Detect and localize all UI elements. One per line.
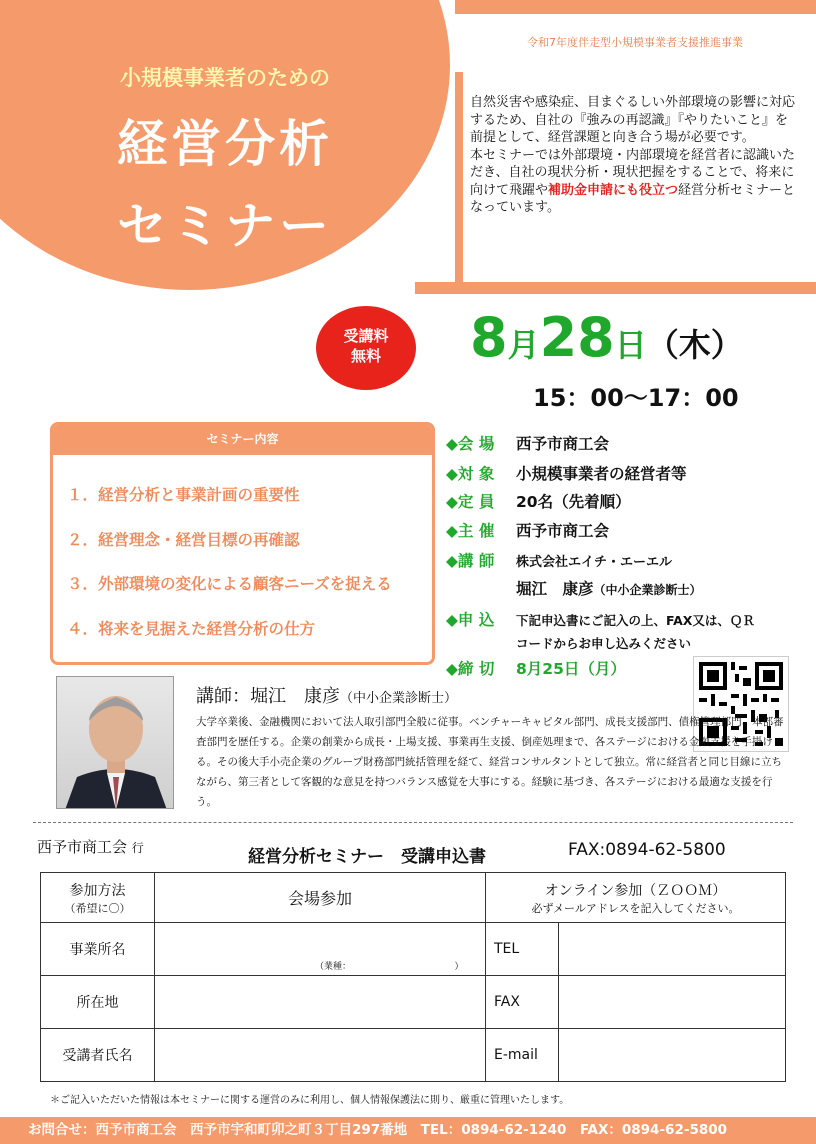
info-venue — [446, 432, 609, 454]
method-label: 参加方法 — [69, 882, 126, 899]
lecturer-heading — [196, 682, 457, 708]
email-label-cell — [486, 1029, 559, 1082]
online-note: 必ずメールアドレスを記入してください。 — [531, 901, 740, 915]
page-subtitle: 小規模事業者のための — [120, 66, 330, 90]
intro-highlight: 補助金申請にも役立つ — [548, 182, 679, 198]
recipient-suffix: 行 — [131, 841, 144, 855]
email-label: E-mail — [494, 1047, 538, 1063]
info-lecturer-name — [516, 577, 702, 599]
date-day: 28 — [539, 306, 615, 369]
info-key: ◆講 師 — [446, 552, 495, 570]
page-title-line1: 経営分析 — [117, 115, 333, 173]
info-apply-line2: コードからお申し込みください — [516, 636, 692, 651]
name-label: 受講者氏名 — [62, 1048, 133, 1064]
method-label-cell — [41, 873, 155, 923]
date-day-unit: 日 — [614, 326, 647, 364]
method-hint: （希望に〇） — [64, 901, 131, 915]
tel-label-cell — [486, 923, 559, 976]
lecturer-photo — [56, 676, 174, 809]
industry-hint: （業種： ） — [315, 962, 464, 972]
info-value-qual: （中小企業診断士） — [593, 583, 702, 597]
name-label-cell — [41, 1029, 155, 1082]
fax-field[interactable] — [559, 976, 786, 1029]
contents-item: ２．経営理念・経営目標の再確認 — [67, 531, 300, 549]
intro-paragraph-2-end: 経営分析セミナーとなっています。 — [470, 182, 796, 215]
form-recipient — [37, 836, 144, 857]
info-value: 小規模事業者の経営者等 — [516, 465, 687, 483]
info-apply — [446, 608, 755, 630]
address-label-cell — [41, 976, 155, 1029]
info-lecturer — [446, 549, 672, 571]
contents-item: ３．外部環境の変化による顧客ニーズを捉える — [67, 575, 392, 593]
application-form — [40, 872, 786, 1082]
business-label-cell — [41, 923, 155, 976]
tel-field[interactable] — [559, 923, 786, 976]
tel-label: TEL — [494, 941, 520, 957]
fee-value: 無料 — [350, 347, 381, 365]
intro-text — [470, 94, 800, 217]
intro-accent-line — [455, 72, 463, 282]
lecturer-portrait-icon — [57, 677, 174, 809]
info-capacity — [446, 490, 631, 512]
business-name-field[interactable] — [155, 923, 486, 976]
info-target — [446, 462, 687, 484]
recipient-name: 西予市商工会 — [37, 838, 128, 856]
intro-paragraph-1: 自然災害や感染症、目まぐるしい外部環境の影響に対応するため、自社の『強みの再認識』『やりたいこと』を前提として、経営課題と向き合う場が必要です。 — [470, 95, 796, 145]
seminar-contents-box — [50, 422, 435, 665]
fee-label: 受講料 — [343, 327, 389, 345]
email-field[interactable] — [559, 1029, 786, 1082]
fax-label-cell — [486, 976, 559, 1029]
event-date — [470, 306, 743, 369]
contents-item: ４．将来を見据えた経営分析の仕方 — [67, 620, 316, 638]
info-key: ◆定 員 — [446, 493, 495, 511]
info-key: ◆主 催 — [446, 522, 495, 540]
subsidy-program: 令和7年度伴走型小規模事業者支援推進事業 — [527, 36, 743, 49]
event-time: 15：00～17：00 — [533, 384, 739, 412]
attendee-name-field[interactable] — [155, 1029, 486, 1082]
info-value: 西予市商工会 — [516, 435, 610, 453]
info-key: ◆対 象 — [446, 465, 495, 483]
lecturer-qualification: （中小企業診断士） — [340, 691, 458, 706]
cut-line — [33, 822, 793, 823]
lecturer-name: 講師：堀江 康彦 — [196, 686, 340, 707]
info-host — [446, 519, 609, 541]
contents-heading: セミナー内容 — [53, 425, 432, 455]
info-value: 株式会社エイチ・エーエル — [516, 555, 673, 570]
free-fee-badge — [316, 306, 416, 390]
address-field[interactable] — [155, 976, 486, 1029]
form-fax-number: FAX:0894-62-5800 — [568, 840, 726, 860]
contents-item: １．経営分析と事業計画の重要性 — [67, 486, 300, 504]
address-label: 所在地 — [76, 995, 119, 1011]
date-weekday: （木） — [646, 326, 743, 364]
fax-label: FAX — [494, 994, 520, 1010]
info-value: 20名（先着順） — [516, 493, 631, 511]
info-key: ◆申 込 — [446, 611, 495, 629]
online-option: オンライン参加（ＺＯＯＭ） — [544, 882, 727, 899]
date-month: 8 — [470, 306, 508, 369]
date-month-unit: 月 — [507, 326, 540, 364]
info-value: 下記申込書にご記入の上、FAX又は、ＱＲ — [516, 613, 755, 628]
online-option-cell[interactable] — [486, 873, 786, 923]
venue-option-cell[interactable] — [155, 873, 486, 923]
info-value: 8月25日（月） — [516, 660, 626, 678]
info-value: 西予市商工会 — [516, 522, 610, 540]
privacy-notice: ＊ご記入いただいた情報は本セミナーに関する運営のみに利用し、個人情報保護法に則り、厳重に管理いたします。 — [50, 1095, 570, 1106]
business-label: 事業所名 — [69, 942, 126, 958]
info-deadline — [446, 657, 626, 679]
info-value: 堀江 康彦 — [516, 580, 594, 598]
top-accent-bar — [455, 0, 816, 14]
venue-option: 会場参加 — [287, 889, 352, 908]
intro-paragraph-2: 本セミナーでは外部環境・内部環境を経営者に認識いただき、自社の現状分析・現状把握をすることで、将来に向けて飛躍や — [470, 147, 796, 198]
page-title-line2: セミナー — [117, 197, 333, 255]
info-key: ◆締 切 — [446, 660, 495, 678]
contact-footer: お問合せ：西予市商工会 西予市宇和町卯之町３丁目297番地 TEL：0894-62-1240 FAX：0894-62-5800 — [0, 1117, 816, 1144]
info-key: ◆会 場 — [446, 435, 495, 453]
lecturer-bio: 大学卒業後、金融機関において法人取引部門全般に従事。ベンチャーキャピタル部門、成長支援部門、債権管理部門、本部審査部門を歴任する。企業の創業から成長・上場支援、事業再生支援、倒産処理まで、各ステージにおける金融支援を手掛ける。その後大手小売企業のグループ財務部門統括管理を経て、経営コンサルタントとして独立。常に経営者と同じ目線に立ちながら、第三者として客観的な意見を持つバランス感覚を大事にする。経験に基づき、各ステージにおける最適な支援を行う。 — [196, 716, 784, 808]
divider-rule — [415, 282, 816, 294]
form-title: 経営分析セミナー 受講申込書 — [248, 847, 486, 867]
